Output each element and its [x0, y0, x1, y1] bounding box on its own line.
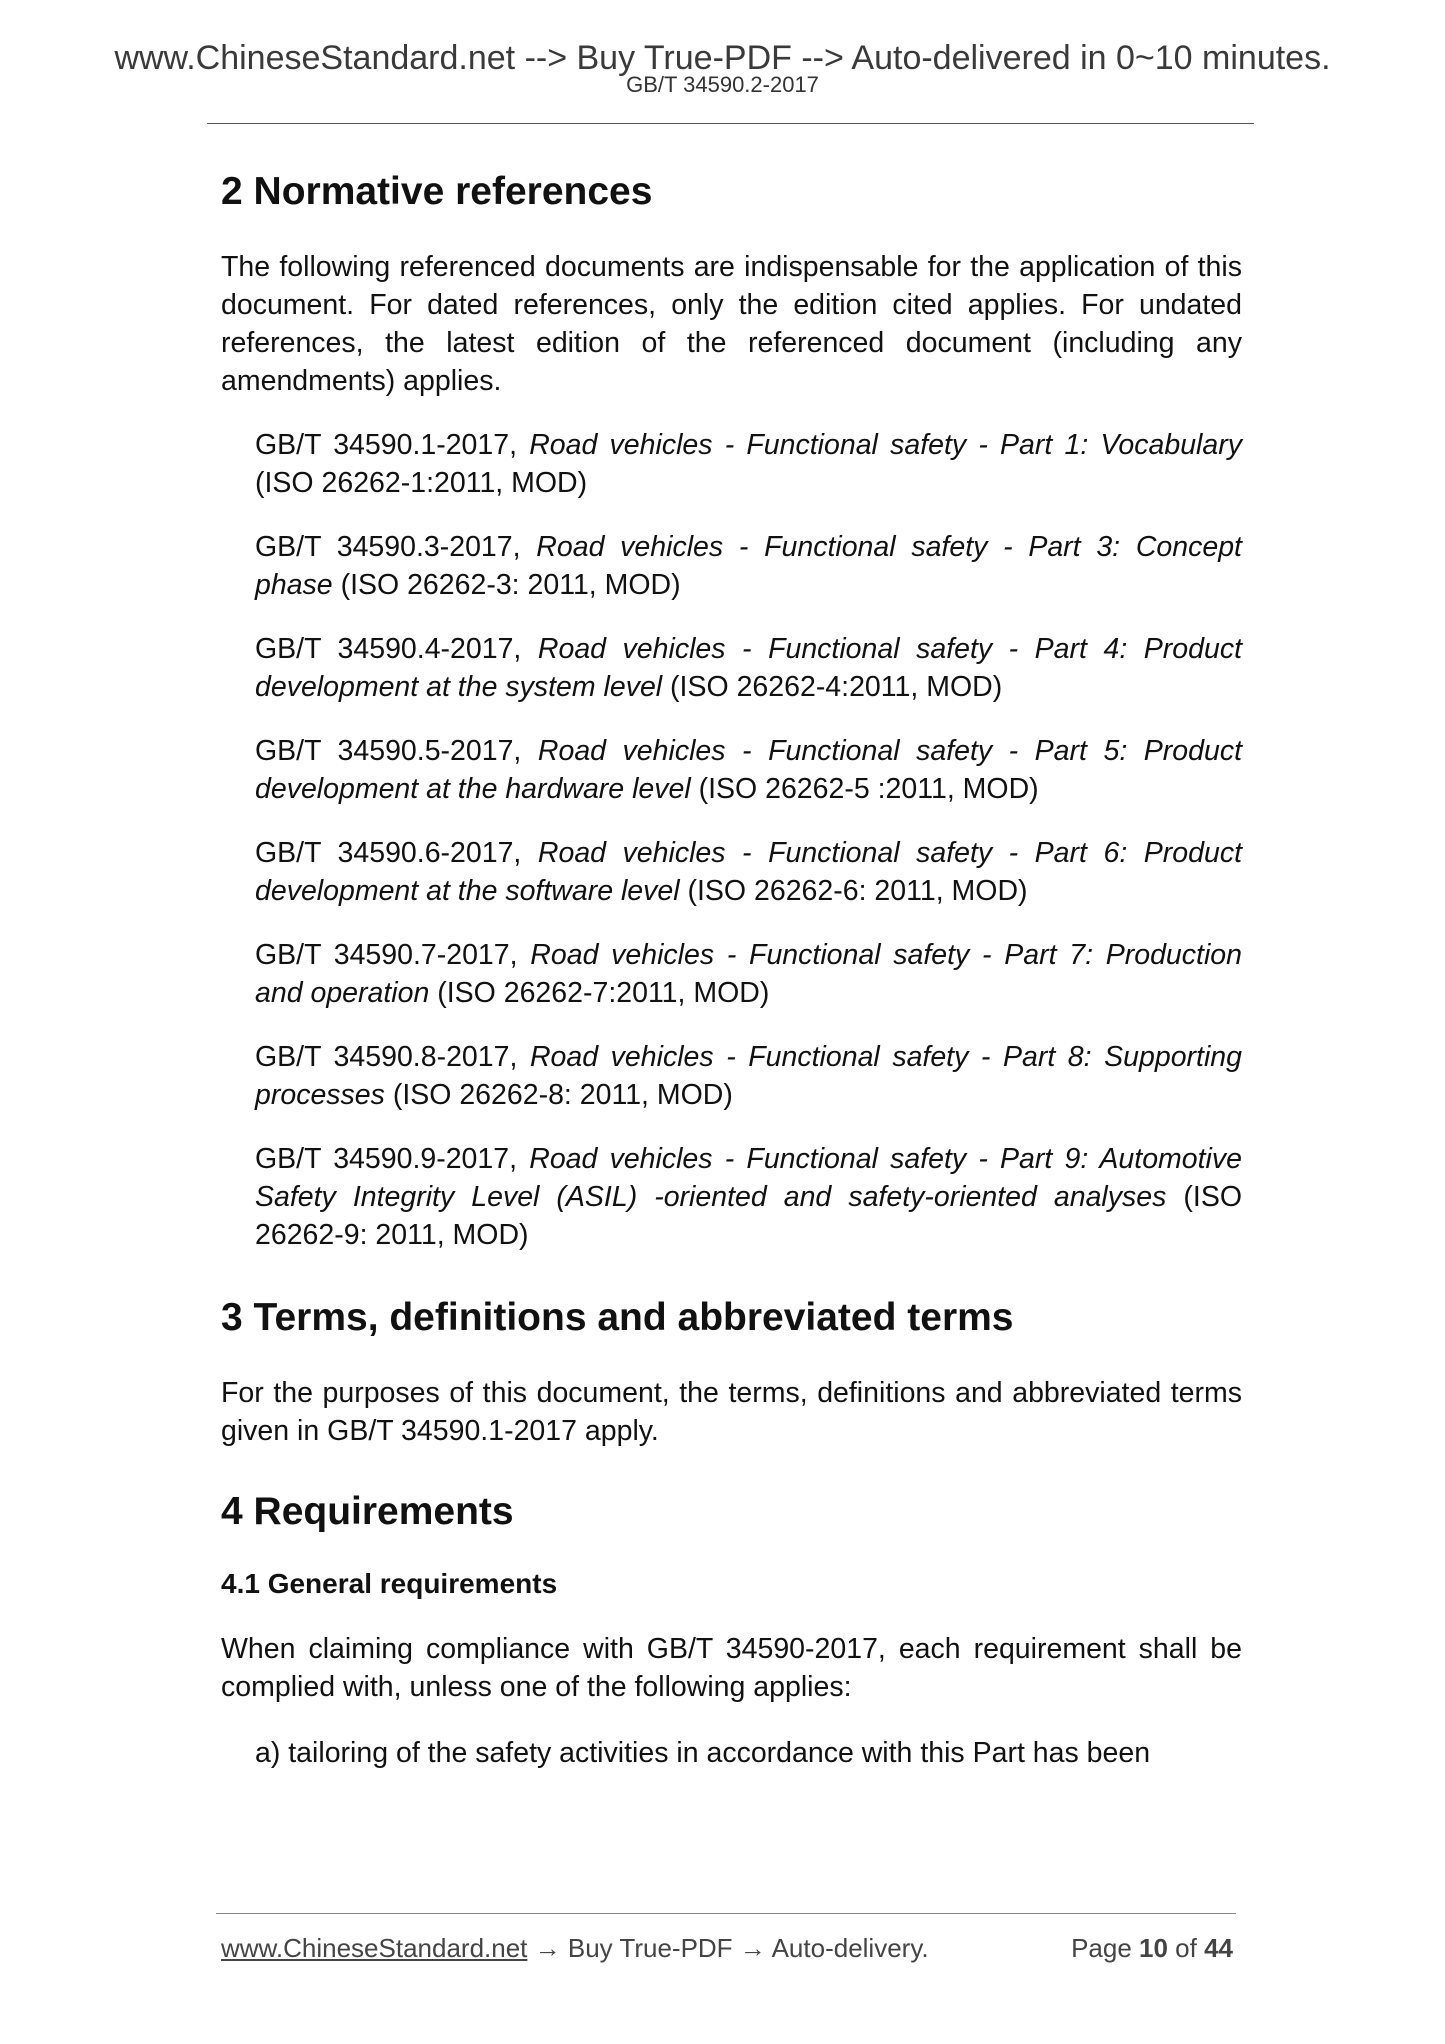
- reference-code: GB/T 34590.3-2017,: [255, 531, 537, 563]
- site-banner[interactable]: www.ChineseStandard.net --> Buy True-PDF --> Auto-delivered in 0~10 minutes.: [114, 39, 1331, 77]
- page-label: Page: [1071, 1933, 1140, 1963]
- reference-iso: (ISO 26262-7:2011, MOD): [429, 977, 770, 1009]
- section-4-heading: 4 Requirements: [221, 1490, 514, 1533]
- reference-title: Road vehicles - Functional safety - Part 9: Automotive Safety Integrity Level (ASIL) -oriented and safety-oriented analyses: [255, 1143, 1242, 1213]
- reference-title: Road vehicles - Functional safety - Part 7: Production and operation: [255, 939, 1242, 1009]
- footer-divider: [216, 1913, 1236, 1914]
- reference-code: GB/T 34590.5-2017,: [255, 735, 538, 767]
- reference-item: [221, 732, 1242, 808]
- footer-delivery-text: Auto-delivery.: [771, 1933, 929, 1963]
- reference-iso: (ISO 26262-6: 2011, MOD): [679, 875, 1028, 907]
- reference-iso: (ISO 26262-8: 2011, MOD): [384, 1079, 733, 1111]
- section-4-1-heading: 4.1 General requirements: [221, 1568, 558, 1599]
- footer-site-link[interactable]: www.ChineseStandard.net: [221, 1933, 528, 1963]
- footer-buy-text: Buy True-PDF: [567, 1933, 733, 1963]
- reference-iso: (ISO 26262-1:2011, MOD): [255, 467, 588, 499]
- arrow-right-icon: →: [527, 1933, 568, 1963]
- reference-item: [221, 936, 1242, 1012]
- page-of-label: of: [1167, 1933, 1205, 1963]
- reference-item: [221, 426, 1242, 502]
- reference-title: Road vehicles - Functional safety - Part 4: Product development at the system level: [255, 633, 1242, 703]
- section-2-intro: The following referenced documents are indispensable for the application of this document. For dated references, only the edition cited applies. For undated references, the latest edition of the referenced document (including any amendments) applies.: [221, 251, 1242, 397]
- reference-code: GB/T 34590.4-2017,: [255, 633, 538, 665]
- reference-title: Road vehicles - Functional safety - Part 1: Vocabulary: [529, 429, 1242, 461]
- section-3-body: For the purposes of this document, the terms, definitions and abbreviated terms given in GB/T 34590.1-2017 apply.: [221, 1377, 1242, 1447]
- section-2-heading: 2 Normative references: [221, 170, 653, 213]
- reference-iso: (ISO 26262-3: 2011, MOD): [332, 569, 681, 601]
- reference-iso: (ISO 26262-9: 2011, MOD): [255, 1181, 1242, 1251]
- reference-code: GB/T 34590.8-2017,: [255, 1041, 530, 1073]
- reference-item: [221, 1140, 1242, 1254]
- header-divider: [207, 123, 1254, 124]
- reference-item: [221, 630, 1242, 706]
- reference-title: Road vehicles - Functional safety - Part 5: Product development at the hardware level: [255, 735, 1242, 805]
- reference-code: GB/T 34590.6-2017,: [255, 837, 538, 869]
- reference-title: Road vehicles - Functional safety - Part 6: Product development at the software level: [255, 837, 1242, 907]
- reference-item: [221, 834, 1242, 910]
- section-4-1-body: When claiming compliance with GB/T 34590-2017, each requirement shall be complied with, unless one of the following applies:: [221, 1633, 1242, 1703]
- section-3-heading: 3 Terms, definitions and abbreviated terms: [221, 1296, 1014, 1339]
- page-total: 44: [1204, 1933, 1233, 1963]
- document-body: [221, 168, 1242, 1772]
- document-code: GB/T 34590.2-2017: [626, 72, 819, 97]
- reference-code: GB/T 34590.9-2017,: [255, 1143, 530, 1175]
- reference-item: [221, 528, 1242, 604]
- arrow-right-icon: →: [732, 1933, 772, 1963]
- page-number: 10: [1139, 1933, 1168, 1963]
- reference-code: GB/T 34590.7-2017,: [255, 939, 531, 971]
- reference-iso: (ISO 26262-4:2011, MOD): [662, 671, 1003, 703]
- reference-list: [221, 426, 1242, 1254]
- reference-title: Road vehicles - Functional safety - Part 3: Concept phase: [255, 531, 1242, 601]
- reference-item: [221, 1038, 1242, 1114]
- list-item-a: a) tailoring of the safety activities in accordance with this Part has been: [255, 1737, 1151, 1769]
- reference-code: GB/T 34590.1-2017,: [255, 429, 530, 461]
- page-indicator: [1071, 1932, 1233, 1964]
- reference-iso: (ISO 26262-5 :2011, MOD): [690, 773, 1039, 805]
- page-footer: [221, 1932, 1233, 1964]
- reference-title: Road vehicles - Functional safety - Part 8: Supporting processes: [255, 1041, 1242, 1111]
